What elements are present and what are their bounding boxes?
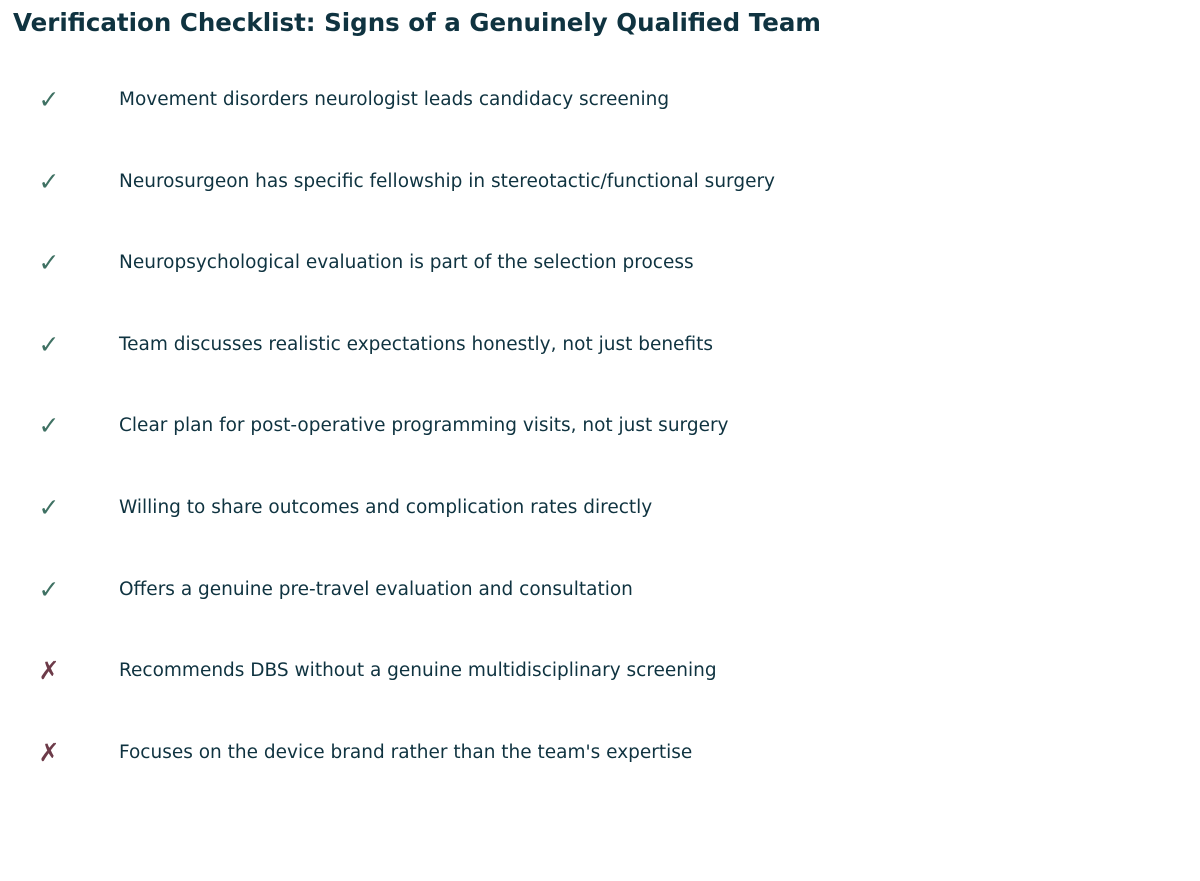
checklist-item	[0, 488, 1200, 528]
checklist-item-label: Clear plan for post-operative programming visits, not just surgery	[119, 415, 729, 436]
checklist-item	[0, 651, 1200, 691]
checklist-item-label: Neuropsychological evaluation is part of the selection process	[119, 252, 694, 273]
checklist-item	[0, 80, 1200, 120]
checklist-item	[0, 243, 1200, 283]
cross-icon: ✗	[38, 656, 60, 685]
check-icon: ✓	[38, 575, 60, 604]
checklist-item-label: Neurosurgeon has specific fellowship in stereotactic/functional surgery	[119, 171, 776, 192]
check-icon: ✓	[38, 411, 60, 440]
check-icon: ✓	[38, 493, 60, 522]
checklist-item	[0, 325, 1200, 365]
check-icon: ✓	[38, 330, 60, 359]
checklist-item	[0, 570, 1200, 610]
checklist-item-label: Offers a genuine pre-travel evaluation and consultation	[119, 579, 633, 600]
checklist-item-label: Recommends DBS without a genuine multidisciplinary screening	[119, 660, 717, 681]
checklist-item-label: Willing to share outcomes and complication rates directly	[119, 497, 653, 518]
checklist-item	[0, 733, 1200, 773]
checklist-item	[0, 406, 1200, 446]
cross-icon: ✗	[38, 738, 60, 767]
checklist-item-label: Team discusses realistic expectations honestly, not just benefits	[119, 334, 713, 355]
checklist-item	[0, 162, 1200, 202]
check-icon: ✓	[38, 248, 60, 277]
page-title: Verification Checklist: Signs of a Genuinely Qualified Team	[13, 8, 821, 37]
check-icon: ✓	[38, 85, 60, 114]
checklist-item-label: Movement disorders neurologist leads candidacy screening	[119, 89, 670, 110]
checklist-item-label: Focuses on the device brand rather than the team's expertise	[119, 742, 693, 763]
check-icon: ✓	[38, 167, 60, 196]
